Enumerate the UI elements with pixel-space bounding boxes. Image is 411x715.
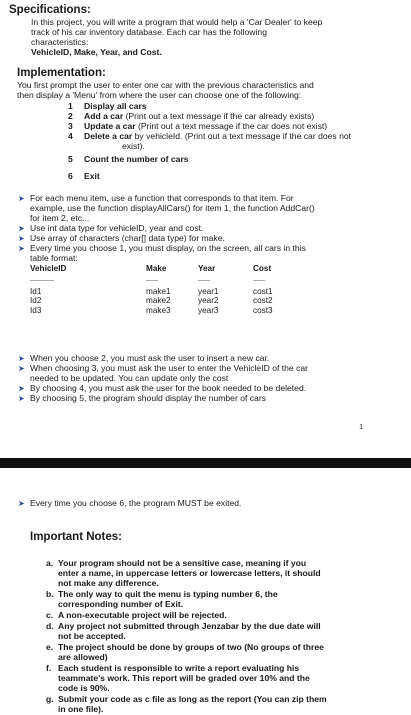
cars-table: [30, 264, 303, 315]
bullet-text: Use int data type for vehicleID, year and cost.: [30, 223, 204, 233]
note-item: b. The only way to quit the menu is typing number 6, the corresponding number of Exit.: [46, 589, 278, 609]
bullet-text: Use array of characters (char[] data type) for make.: [30, 233, 225, 243]
bullet-arrow-icon: ➤: [18, 499, 25, 508]
bullet-text: When choosing 3, you must ask the user to enter the VehicleID of the car needed to be updated. You can update only the cost: [30, 363, 309, 383]
menu-item: 1 Display all cars: [68, 101, 147, 111]
notes-list: [46, 558, 358, 715]
document-page-2: [0, 468, 411, 714]
bullet-text: For each menu item, use a function that corresponds to that item. For example, use the function displayAllCars() for item 1, the function AddCar() for item 2, etc...: [30, 193, 315, 223]
column-header: VehicleID: [30, 264, 67, 273]
bullet-text: By choosing 4, you must ask the user for the book needed to be deleted.: [30, 383, 307, 393]
column-header: Year: [198, 264, 216, 273]
menu-item: 3 Update a car (Print out a text message if the car does not exist): [68, 121, 328, 131]
bullet-arrow-icon: ➤: [18, 234, 25, 243]
bullet-arrow-icon: ➤: [18, 224, 25, 233]
table-row: Id1 make1 year1 cost1: [30, 286, 273, 296]
bullet-arrow-icon: ➤: [18, 194, 25, 203]
bullet-text: Every time you choose 1, you must display, on the screen, all cars in this table format:: [30, 243, 306, 263]
note-item: d. Any project not submitted through Jenzabar by the due date will not be accepted.: [46, 621, 321, 641]
menu-item: 5 Count the number of cars: [68, 154, 189, 164]
important-notes-heading: Important Notes:: [30, 531, 122, 543]
table-row: Id3 make3 year3 cost3: [30, 305, 273, 315]
bullet-arrow-icon: ➤: [18, 364, 25, 373]
table-header-row: [30, 264, 303, 274]
bullet-arrow-icon: ➤: [18, 354, 25, 363]
note-item: f. Each student is responsible to write a report evaluating his teammate's work. This report will be graded over 10% and the code is 90%.: [46, 663, 310, 693]
note-item: a. Your program should not be a sensitive case, meaning if you enter a name, in uppercase letters or lowercase letters, it should not make any difference.: [46, 558, 321, 588]
menu-item: 4 Delete a car by vehicleId. (Print out a text message if the car does not: [68, 131, 352, 141]
menu-list: 1 Display all cars 2 Add a car (Print out a text message if the car already exists) 3 Update a car (Print out a text message if the car does not exist) 4 Delete a car by vehicleId. (Print out a text message if the car does not exist). 5 Count the number of cars 6 Exit: [68, 101, 398, 181]
bullet-arrow-icon: ➤: [18, 384, 25, 393]
table-dash-row: ------------ ------ ------ ------: [30, 277, 265, 284]
specifications-text: In this project, you will write a program that would help a 'Car Dealer' to keep track of his car inventory database. Each car has the following characteristics: VehicleID, Make, Year, and Cost.: [31, 17, 401, 57]
column-header: Make: [146, 264, 167, 273]
page-separator: [0, 458, 411, 468]
implementation-text: You first prompt the user to enter one car with the previous characteristics and then display a 'Menu' from where the user can choose one of the following:: [17, 80, 314, 100]
page-number: 1: [359, 424, 363, 431]
specifications-heading: Specifications:: [9, 4, 91, 16]
bullet-arrow-icon: ➤: [18, 244, 25, 253]
menu-item: 6 Exit: [68, 171, 100, 181]
implementation-heading: Implementation:: [17, 67, 106, 79]
menu-item: 2 Add a car (Print out a text message if the car already exists): [68, 111, 315, 121]
note-item: c. A non-executable project will be rejected.: [46, 610, 227, 620]
bullet-text: By choosing 5, the program should display the number of cars: [30, 393, 266, 403]
table-row: Id2 make2 year2 cost2: [30, 296, 273, 305]
column-header: Cost: [253, 264, 272, 273]
bullet-arrow-icon: ➤: [18, 394, 25, 403]
bullet-text: When you choose 2, you must ask the user to insert a new car.: [30, 353, 270, 363]
note-item: g. Submit your code as c file as long as the report (You can zip them in one file).: [46, 694, 327, 714]
car-fields: VehicleID, Make, Year, and Cost.: [31, 47, 162, 57]
note-item: e. The project should be done by groups of two (No groups of three are allowed): [46, 642, 324, 662]
bullet-text: Every time you choose 6, the program MUST be exited.: [30, 498, 242, 508]
